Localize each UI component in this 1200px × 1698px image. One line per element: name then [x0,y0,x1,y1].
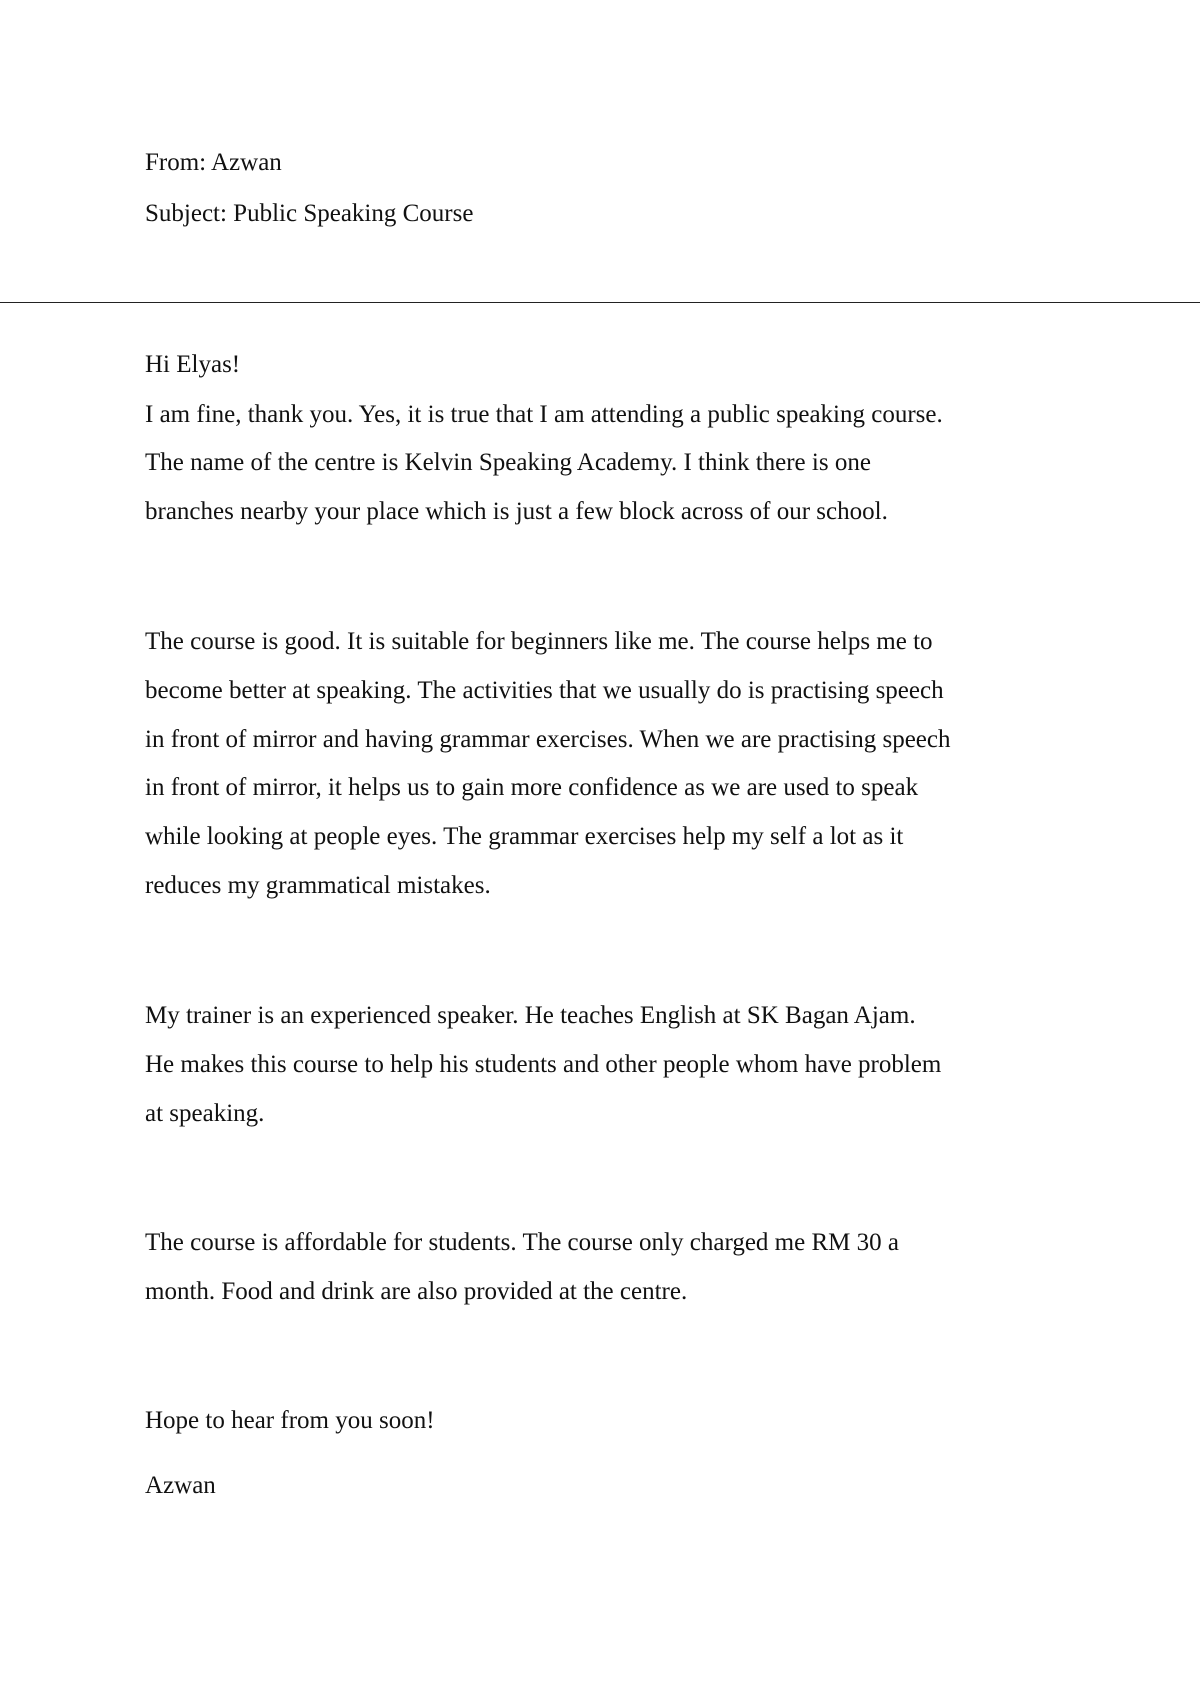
paragraph-2-line-4: in front of mirror, it helps us to gain more confidence as we are used to speak [145,774,919,801]
paragraph-4-line-2: month. Food and drink are also provided at the centre. [145,1278,688,1305]
signature: Azwan [145,1472,216,1499]
paragraph-3-line-3: at speaking. [145,1100,265,1127]
paragraph-3-line-1: My trainer is an experienced speaker. He teaches English at SK Bagan Ajam. [145,1002,916,1029]
greeting: Hi Elyas! [145,351,241,378]
paragraph-2-line-6: reduces my grammatical mistakes. [145,872,491,899]
paragraph-1-line-2: The name of the centre is Kelvin Speaking Academy. I think there is one [145,449,871,476]
paragraph-4-line-1: The course is affordable for students. The course only charged me RM 30 a [145,1229,899,1256]
paragraph-2-line-3: in front of mirror and having grammar exercises. When we are practising speech [145,726,951,753]
paragraph-2-line-1: The course is good. It is suitable for beginners like me. The course helps me to [145,628,933,655]
subject-line: Subject: Public Speaking Course [145,200,474,227]
paragraph-1-line-1: I am fine, thank you. Yes, it is true that I am attending a public speaking course. [145,401,943,428]
paragraph-1-line-3: branches nearby your place which is just a few block across of our school. [145,498,888,525]
from-line: From: Azwan [145,149,282,176]
paragraph-3-line-2: He makes this course to help his students and other people whom have problem [145,1051,942,1078]
closing-line: Hope to hear from you soon! [145,1407,435,1434]
header-divider [0,302,1200,303]
paragraph-2-line-2: become better at speaking. The activities that we usually do is practising speech [145,677,944,704]
paragraph-2-line-5: while looking at people eyes. The grammar exercises help my self a lot as it [145,823,904,850]
